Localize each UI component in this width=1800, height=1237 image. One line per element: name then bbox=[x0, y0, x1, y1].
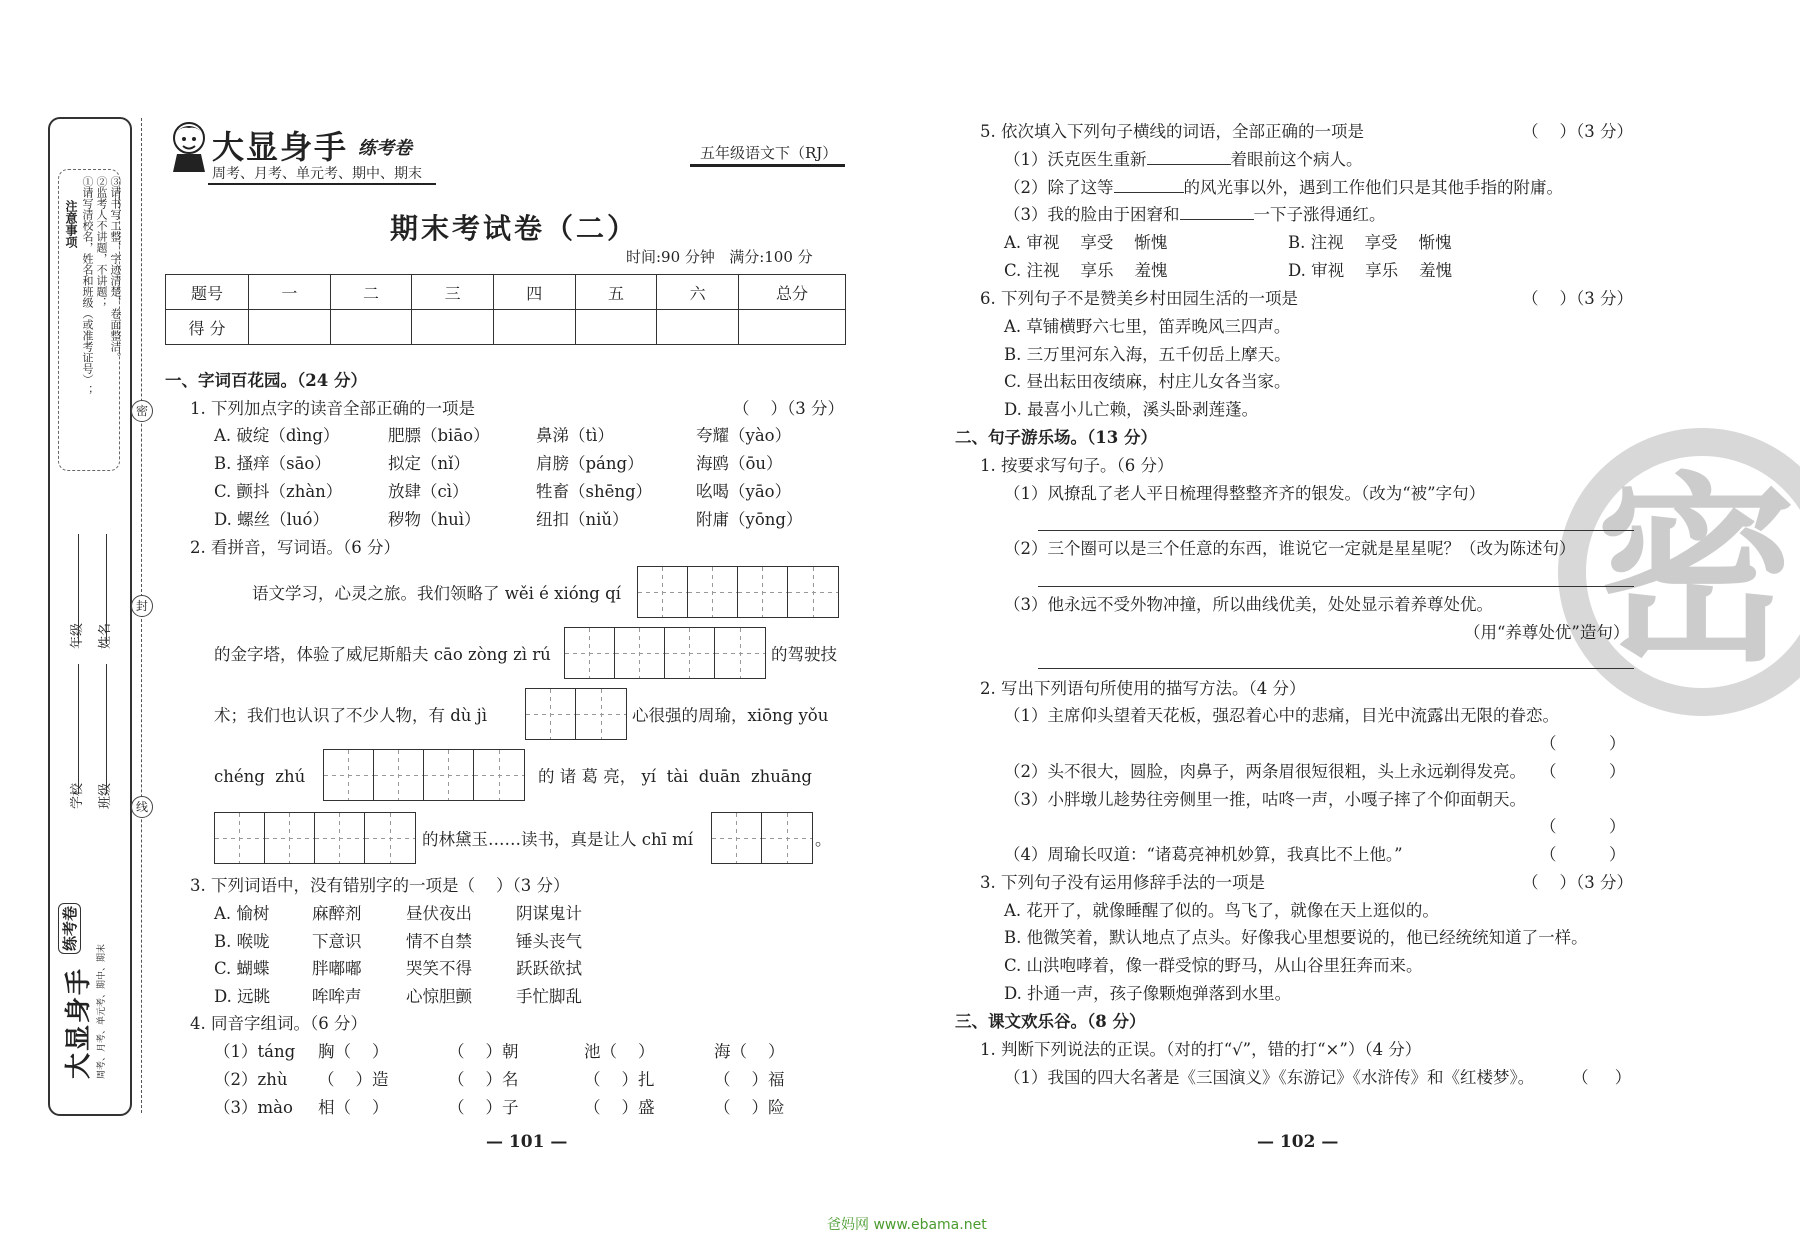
section-2-heading: 二、句子游乐场。（13 分） bbox=[955, 428, 1157, 447]
q1-c-3: 牲畜（shēng） bbox=[536, 482, 653, 501]
q3-stem: 3. 下列词语中，没有错别字的一项是（ ）（3 分） bbox=[190, 876, 570, 895]
page-number-102: — 102 — bbox=[1257, 1132, 1339, 1152]
q4-3-pinyin: （3）mào bbox=[214, 1098, 293, 1117]
q4-1-a[interactable]: 胸（ ） bbox=[318, 1042, 389, 1061]
score-cell[interactable] bbox=[739, 310, 846, 345]
q3-d-4: 手忙脚乱 bbox=[516, 986, 582, 1006]
q1-c-1: C. 颤抖（zhàn） bbox=[214, 482, 343, 501]
q1-stem: 1. 下列加点字的读音全部正确的一项是 bbox=[190, 399, 475, 418]
q5-s1-a: （1）沃克医生重新 bbox=[1004, 150, 1147, 169]
section-1-heading: 一、字词百花园。（24 分） bbox=[165, 371, 367, 390]
q5-option-d[interactable]: D. 审视 享乐 羞愧 bbox=[1288, 261, 1453, 280]
score-header-cell: 二 bbox=[330, 275, 412, 310]
q4-3-a[interactable]: 相（ ） bbox=[318, 1098, 389, 1117]
q3-d-1: D. 远眺 bbox=[214, 986, 271, 1006]
score-cell[interactable] bbox=[493, 310, 575, 345]
brand-tag: 练考卷 bbox=[358, 138, 412, 159]
q3-c-2: 胖嘟嘟 bbox=[312, 959, 362, 978]
tian-grid-caozongziru[interactable] bbox=[564, 627, 766, 679]
r2-stem: 2. 写出下列语句所使用的描写方法。（4 分） bbox=[980, 679, 1306, 698]
score-cell[interactable] bbox=[330, 310, 412, 345]
grade-tag: 五年级语文下（RJ） bbox=[700, 144, 838, 162]
time-info: 时间:90 分钟 满分:100 分 bbox=[626, 248, 813, 266]
q6-option-d[interactable]: D. 最喜小儿亡赖，溪头卧剥莲蓬。 bbox=[1004, 400, 1259, 419]
brand-subtitle: 周考、月考、单元考、期中、期末 bbox=[208, 163, 436, 185]
score-header-cell: 总分 bbox=[739, 275, 846, 310]
q3-a-4: 阴谋鬼计 bbox=[516, 904, 582, 923]
q4-1-pinyin: （1）táng bbox=[214, 1042, 296, 1061]
q5-s1 bbox=[1004, 148, 1363, 172]
q5-option-a[interactable]: A. 审视 享受 惭愧 bbox=[1004, 233, 1168, 252]
seal-char: 密 bbox=[1596, 454, 1797, 689]
q2-text-5b: 。 bbox=[815, 830, 832, 849]
binding-subtitle: 周考、月考、单元考、期中、期末 bbox=[97, 943, 107, 1079]
tian-grid-xiongyouchengzhu[interactable] bbox=[323, 749, 525, 801]
q1-a-4: 夸耀（yào） bbox=[696, 426, 792, 445]
score-cell[interactable] bbox=[657, 310, 739, 345]
q3-a-1: A. 愉树 bbox=[214, 904, 270, 923]
q1-d-4: 附庸（yōng） bbox=[696, 510, 803, 529]
q1-d-2: 秽物（huì） bbox=[388, 510, 481, 529]
score-header-cell: 三 bbox=[412, 275, 494, 310]
q1-c-4: 吆喝（yāo） bbox=[696, 482, 792, 501]
q4-1-b[interactable]: （ ）朝 bbox=[448, 1042, 519, 1061]
notice-2: ②监考人不讲题，不讲题； bbox=[95, 176, 108, 308]
q1-a-3: 鼻涕（tì） bbox=[536, 426, 614, 445]
q1-b-1: B. 搔痒（sāo） bbox=[214, 454, 331, 473]
tian-grid-duji[interactable] bbox=[525, 688, 627, 740]
q5-s3 bbox=[1004, 203, 1386, 227]
q5-stem: 5. 依次填入下列句子横线的词语，全部正确的一项是 bbox=[980, 122, 1364, 141]
seal-mark-xian: 线 bbox=[131, 796, 153, 818]
q6-stem: 6. 下列句子不是赞美乡村田园生活的一项是 bbox=[980, 289, 1298, 308]
q3-b-2: 下意识 bbox=[312, 931, 362, 951]
q1-a-2: 肥膘（biāo） bbox=[388, 426, 490, 445]
q2-text-4a: chéng zhú bbox=[214, 767, 306, 786]
q2-text-4b: 的 诸 葛 亮， yí tài duān zhuāng bbox=[538, 767, 812, 786]
q1-b-3: 肩膀（páng） bbox=[536, 454, 644, 473]
r3-option-a[interactable]: A. 花开了，就像睡醒了似的。鸟飞了，就像在天上逛似的。 bbox=[1004, 901, 1439, 920]
r2-d-paren[interactable]: （ ） bbox=[1540, 845, 1626, 864]
footer-watermark: 爸妈网 www.ebama.net bbox=[827, 1217, 987, 1233]
q3-d-2: 哞哞声 bbox=[312, 986, 362, 1006]
class-line[interactable] bbox=[106, 664, 107, 794]
r3-option-c[interactable]: C. 山洪咆哮着，像一群受惊的野马，从山谷里狂奔而来。 bbox=[1004, 956, 1423, 975]
q4-3-c[interactable]: （ ）盛 bbox=[584, 1098, 655, 1117]
q3-b-4: 锤头丧气 bbox=[516, 931, 582, 951]
tian-grid-weieixiongqi[interactable] bbox=[637, 566, 839, 618]
q5-s2-a: （2）除了这等 bbox=[1004, 178, 1114, 197]
q6-score: （ ）（3 分） bbox=[1522, 289, 1633, 308]
q1-d-3: 纽扣（niǔ） bbox=[536, 510, 629, 529]
score-header-cell: 题号 bbox=[166, 275, 249, 310]
q4-stem: 4. 同音字组词。（6 分） bbox=[190, 1014, 367, 1033]
q4-2-b[interactable]: （ ）名 bbox=[448, 1070, 519, 1089]
header-rule bbox=[690, 164, 845, 167]
q5-score: （ ）（3 分） bbox=[1522, 122, 1633, 141]
q1-a-1: A. 破绽（dìng） bbox=[214, 426, 340, 445]
q4-3-b[interactable]: （ ）子 bbox=[448, 1098, 519, 1117]
r3-option-b[interactable]: B. 他微笑着，默认地点了点头。好像我心里想要说的，他已经统统知道了一样。 bbox=[1004, 928, 1588, 947]
t1-a: （1）我国的四大名著是《三国演义》《东游记》《水浒传》和《红楼梦》。 bbox=[1004, 1068, 1535, 1087]
exam-title: 期末考试卷（二） bbox=[390, 212, 639, 245]
r1-c: （3）他永远不受外物冲撞，所以曲线优美，处处显示着养尊处优。 bbox=[1004, 595, 1493, 614]
r1-b: （2）三个圈可以是三个任意的东西，谁说它一定就是星星呢？（改为陈述句） bbox=[1004, 539, 1576, 558]
score-table bbox=[165, 274, 846, 345]
r1-stem: 1. 按要求写句子。（6 分） bbox=[980, 456, 1174, 475]
score-header-cell: 六 bbox=[657, 275, 739, 310]
q3-c-4: 跃跃欲拭 bbox=[516, 959, 582, 978]
q5-s1-b: 着眼前这个病人。 bbox=[1230, 150, 1363, 169]
score-cell[interactable] bbox=[575, 310, 657, 345]
q4-2-c[interactable]: （ ）扎 bbox=[584, 1070, 655, 1089]
seal-mark-feng: 封 bbox=[131, 595, 153, 617]
q2-stem: 2. 看拼音，写词语。（6 分） bbox=[190, 538, 400, 557]
binding-brand: 大显身手 bbox=[64, 966, 94, 1079]
q2-text-2a: 的金字塔，体验了威尼斯船夫 cāo zòng zì rú bbox=[214, 645, 551, 664]
q3-d-3: 心惊胆颤 bbox=[406, 986, 472, 1006]
r2-a: （1）主席仰头望着天花板，强忍着心中的悲痛，目光中流露出无限的眷恋。 bbox=[1004, 706, 1559, 725]
score-cell[interactable] bbox=[249, 310, 331, 345]
q5-s2 bbox=[1004, 176, 1563, 200]
tian-grid-chimi[interactable] bbox=[711, 812, 813, 864]
q2-text-5a: 的林黛玉……读书，真是让人 chī mí bbox=[422, 830, 694, 849]
q4-1-d[interactable]: 海（ ） bbox=[714, 1042, 785, 1061]
binding-strip bbox=[48, 117, 132, 1116]
q1-score: （ ）（3 分） bbox=[733, 399, 844, 418]
q5-blank-3[interactable] bbox=[1180, 219, 1254, 220]
q6-option-c[interactable]: C. 昼出耘田夜绩麻，村庄儿女各当家。 bbox=[1004, 372, 1291, 391]
q6-option-a[interactable]: A. 草铺横野六七里，笛弄晚风三四声。 bbox=[1004, 317, 1291, 336]
r2-b-paren[interactable]: （ ） bbox=[1540, 762, 1626, 781]
q3-a-2: 麻醉剂 bbox=[312, 904, 362, 923]
name-label: 姓名 bbox=[98, 622, 113, 649]
name-line[interactable] bbox=[106, 534, 107, 644]
notice-3: ③请书写工整，字迹清楚，卷面整洁。 bbox=[109, 176, 122, 363]
q5-s2-b: 的风光事以外，遇到工作他们只是其他手指的附庸。 bbox=[1183, 178, 1563, 197]
t1-a-paren[interactable]: （ ） bbox=[1572, 1068, 1632, 1087]
seal-mark-mi: 密 bbox=[131, 400, 153, 422]
r3-stem: 3. 下列句子没有运用修辞手法的一项是 bbox=[980, 873, 1265, 892]
score-table-row bbox=[166, 310, 846, 345]
q5-s3-a: （3）我的脸由于困窘和 bbox=[1004, 205, 1180, 224]
q3-b-1: B. 喉咙 bbox=[214, 931, 270, 951]
tian-grid-yitaiduanzhuang[interactable] bbox=[214, 812, 416, 864]
q1-d-1: D. 螺丝（luó） bbox=[214, 510, 329, 529]
q4-2-pinyin: （2）zhù bbox=[214, 1070, 288, 1089]
q4-3-d[interactable]: （ ）险 bbox=[714, 1098, 785, 1117]
r3-score: （ ）（3 分） bbox=[1522, 873, 1633, 892]
brand-name: 大显身手 bbox=[212, 128, 349, 166]
q5-blank-2[interactable] bbox=[1114, 192, 1184, 193]
notice-box bbox=[58, 169, 120, 471]
grade-line[interactable] bbox=[78, 534, 79, 644]
school-line[interactable] bbox=[78, 664, 79, 794]
q2-text-3b: 心很强的周瑜，xiōng yǒu bbox=[632, 706, 829, 725]
r1-b-answer-line[interactable] bbox=[1038, 586, 1634, 587]
r2-c-paren[interactable]: （ ） bbox=[1540, 817, 1626, 836]
notice-1: ①请写清校名，姓名和班级（或准考证号）； bbox=[81, 176, 94, 396]
q3-c-3: 哭笑不得 bbox=[406, 959, 472, 978]
score-row-label: 得 分 bbox=[166, 310, 249, 345]
score-header-cell: 五 bbox=[575, 275, 657, 310]
r1-c-answer-line[interactable] bbox=[1038, 668, 1634, 669]
r2-c: （3）小胖墩儿趁势往旁侧里一推，咕咚一声，小嘎子摔了个仰面朝天。 bbox=[1004, 790, 1526, 809]
page-number-101: — 101 — bbox=[486, 1132, 568, 1152]
q3-a-3: 昼伏夜出 bbox=[406, 904, 472, 923]
q5-option-b[interactable]: B. 注视 享受 惭愧 bbox=[1288, 233, 1452, 252]
seal-watermark bbox=[1558, 428, 1800, 716]
q2-text-1: 语文学习，心灵之旅。我们领略了 wěi é xióng qí bbox=[252, 584, 621, 603]
q6-option-b[interactable]: B. 三万里河东入海，五千仞岳上摩天。 bbox=[1004, 345, 1291, 364]
q1-b-2: 拟定（nǐ） bbox=[388, 454, 470, 473]
r2-d: （4）周瑜长叹道：“诸葛亮神机妙算，我真比不上他。” bbox=[1004, 845, 1403, 864]
q4-1-c[interactable]: 池（ ） bbox=[584, 1042, 655, 1061]
r1-a-answer-line[interactable] bbox=[1038, 530, 1634, 531]
score-header-cell: 四 bbox=[493, 275, 575, 310]
r1-c-hint: （用“养尊处优”造句） bbox=[1464, 623, 1630, 642]
q1-c-2: 放肆（cì） bbox=[388, 482, 469, 501]
q1-b-4: 海鸥（ōu） bbox=[696, 454, 783, 473]
q5-option-c[interactable]: C. 注视 享乐 羞愧 bbox=[1004, 261, 1168, 280]
binding-brand-tag: 练考卷 bbox=[58, 903, 81, 954]
t1-stem: 1. 判断下列说法的正误。（对的打“√”，错的打“×”）（4 分） bbox=[980, 1040, 1422, 1059]
q2-text-2b: 的驾驶技 bbox=[771, 645, 837, 664]
q2-text-3a: 术；我们也认识了不少人物，有 dù jì bbox=[214, 706, 488, 725]
score-header-cell: 一 bbox=[249, 275, 331, 310]
class-label: 班级 bbox=[98, 782, 113, 809]
r2-a-paren[interactable]: （ ） bbox=[1540, 734, 1626, 753]
grade-label: 年级 bbox=[70, 622, 85, 649]
right-page bbox=[900, 0, 1800, 1237]
q4-2-a[interactable]: （ ）造 bbox=[318, 1070, 389, 1089]
section-3-heading: 三、课文欢乐谷。（8 分） bbox=[955, 1012, 1146, 1031]
q4-2-d[interactable]: （ ）福 bbox=[714, 1070, 785, 1089]
q3-b-3: 情不自禁 bbox=[406, 931, 472, 951]
r3-option-d[interactable]: D. 扑通一声，孩子像颗炮弹落到水里。 bbox=[1004, 984, 1292, 1003]
r2-b: （2）头不很大，圆脸，肉鼻子，两条眉很短很粗，头上永远剃得发亮。 bbox=[1004, 762, 1526, 781]
score-table-header bbox=[166, 275, 846, 310]
school-label: 学校 bbox=[70, 782, 85, 809]
score-cell[interactable] bbox=[412, 310, 494, 345]
q3-c-1: C. 蝴蝶 bbox=[214, 959, 270, 978]
r1-a: （1）风撩乱了老人平日梳理得整整齐齐的银发。（改为“被”字句） bbox=[1004, 484, 1486, 503]
q5-s3-b: 一下子涨得通红。 bbox=[1253, 205, 1386, 224]
notice-title: 注意事项 bbox=[64, 200, 78, 248]
q5-blank-1[interactable] bbox=[1147, 164, 1231, 165]
